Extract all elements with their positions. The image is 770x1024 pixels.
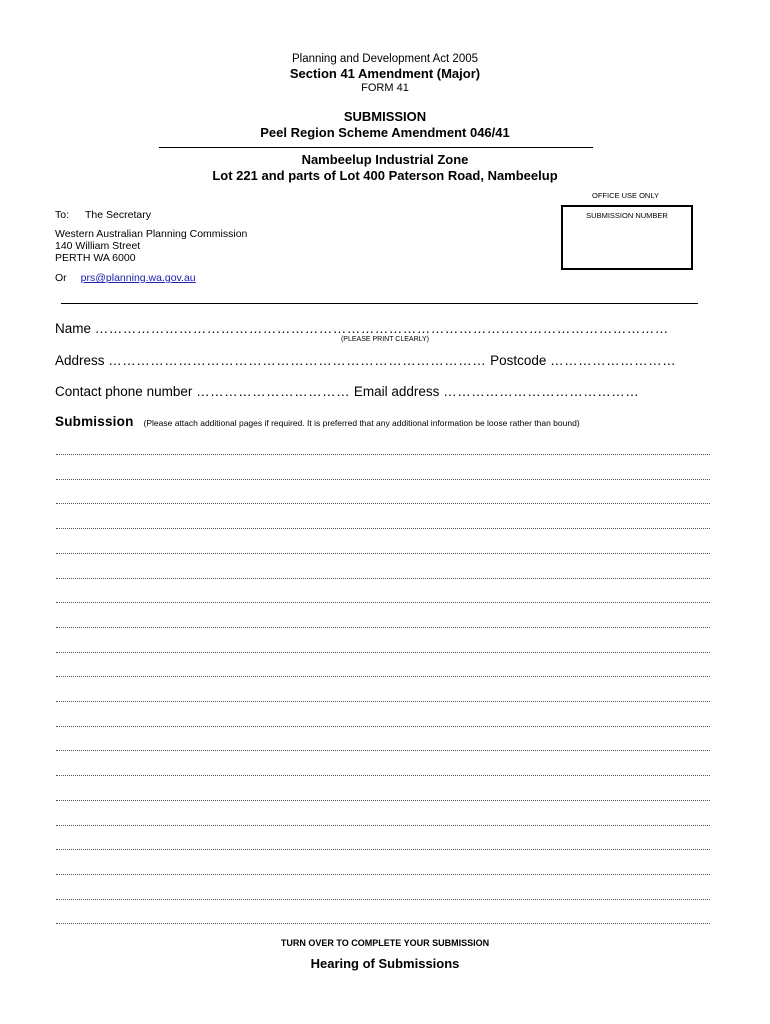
name-label: Name xyxy=(55,321,92,336)
submission-line[interactable] xyxy=(56,676,710,677)
lot-title: Lot 221 and parts of Lot 400 Paterson Road, Nambeelup xyxy=(212,168,558,183)
submission-note: (Please attach additional pages if required. It is preferred that any additional information be loose rather than bound) xyxy=(143,418,580,428)
email-dots: …………………………………… xyxy=(443,384,640,399)
submission-header xyxy=(55,414,713,429)
postcode-dots: ……………………… xyxy=(550,353,677,368)
hearing-heading: Hearing of Submissions xyxy=(310,956,460,971)
amendment-title: Peel Region Scheme Amendment 046/41 xyxy=(260,125,510,140)
recipient-address xyxy=(55,228,247,264)
print-clearly-hint: (PLEASE PRINT CLEARLY) xyxy=(340,336,430,343)
postcode-label: Postcode xyxy=(490,353,547,368)
submission-line[interactable] xyxy=(56,825,710,826)
name-dots: …………………………………………………………………………………………………………… xyxy=(94,321,669,336)
submission-number-box xyxy=(561,205,693,270)
to-name: The Secretary xyxy=(85,209,151,221)
email-alternative xyxy=(55,272,196,284)
submission-line[interactable] xyxy=(56,923,710,924)
submission-line[interactable] xyxy=(56,701,710,702)
act-title: Planning and Development Act 2005 xyxy=(291,53,479,65)
office-use-label: OFFICE USE ONLY xyxy=(592,191,659,200)
to-prefix: To: xyxy=(55,209,70,221)
submission-line[interactable] xyxy=(56,874,710,875)
address-line-2: 140 William Street xyxy=(55,240,141,252)
submission-number-label: SUBMISSION NUMBER xyxy=(586,211,668,220)
submission-label: Submission xyxy=(55,414,134,429)
submission-line[interactable] xyxy=(56,479,710,480)
submission-line[interactable] xyxy=(56,503,710,504)
address-line-1: Western Australian Planning Commission xyxy=(55,228,248,240)
phone-label: Contact phone number xyxy=(55,384,193,399)
submission-line[interactable] xyxy=(56,652,710,653)
submission-line[interactable] xyxy=(56,726,710,727)
address-line-3: PERTH WA 6000 xyxy=(55,252,136,264)
address-field[interactable] xyxy=(55,353,713,368)
name-field[interactable] xyxy=(55,321,713,336)
submission-line[interactable] xyxy=(56,849,710,850)
or-prefix: Or xyxy=(55,272,67,284)
phone-dots: …………………………… xyxy=(196,384,351,399)
address-dots: ……………………………………………………………………… xyxy=(108,353,487,368)
submission-line[interactable] xyxy=(56,750,710,751)
section-divider xyxy=(61,303,698,304)
submission-line[interactable] xyxy=(56,775,710,776)
submission-line[interactable] xyxy=(56,528,710,529)
submission-line[interactable] xyxy=(56,578,710,579)
form-number: FORM 41 xyxy=(361,82,409,94)
submission-line[interactable] xyxy=(56,899,710,900)
submission-line[interactable] xyxy=(56,553,710,554)
email-link[interactable]: prs@planning.wa.gov.au xyxy=(80,272,196,284)
submission-heading: SUBMISSION xyxy=(343,109,427,124)
submission-line[interactable] xyxy=(56,627,710,628)
submission-line[interactable] xyxy=(56,800,710,801)
submission-line[interactable] xyxy=(56,454,710,455)
turn-over-note: TURN OVER TO COMPLETE YOUR SUBMISSION xyxy=(280,938,490,948)
contact-field[interactable] xyxy=(55,384,713,399)
zone-title: Nambeelup Industrial Zone xyxy=(301,152,469,167)
address-label: Address xyxy=(55,353,105,368)
submission-line[interactable] xyxy=(56,602,710,603)
section-title: Section 41 Amendment (Major) xyxy=(289,66,481,81)
email-label: Email address xyxy=(353,384,440,399)
header-divider xyxy=(159,147,593,148)
recipient-to xyxy=(55,209,151,221)
